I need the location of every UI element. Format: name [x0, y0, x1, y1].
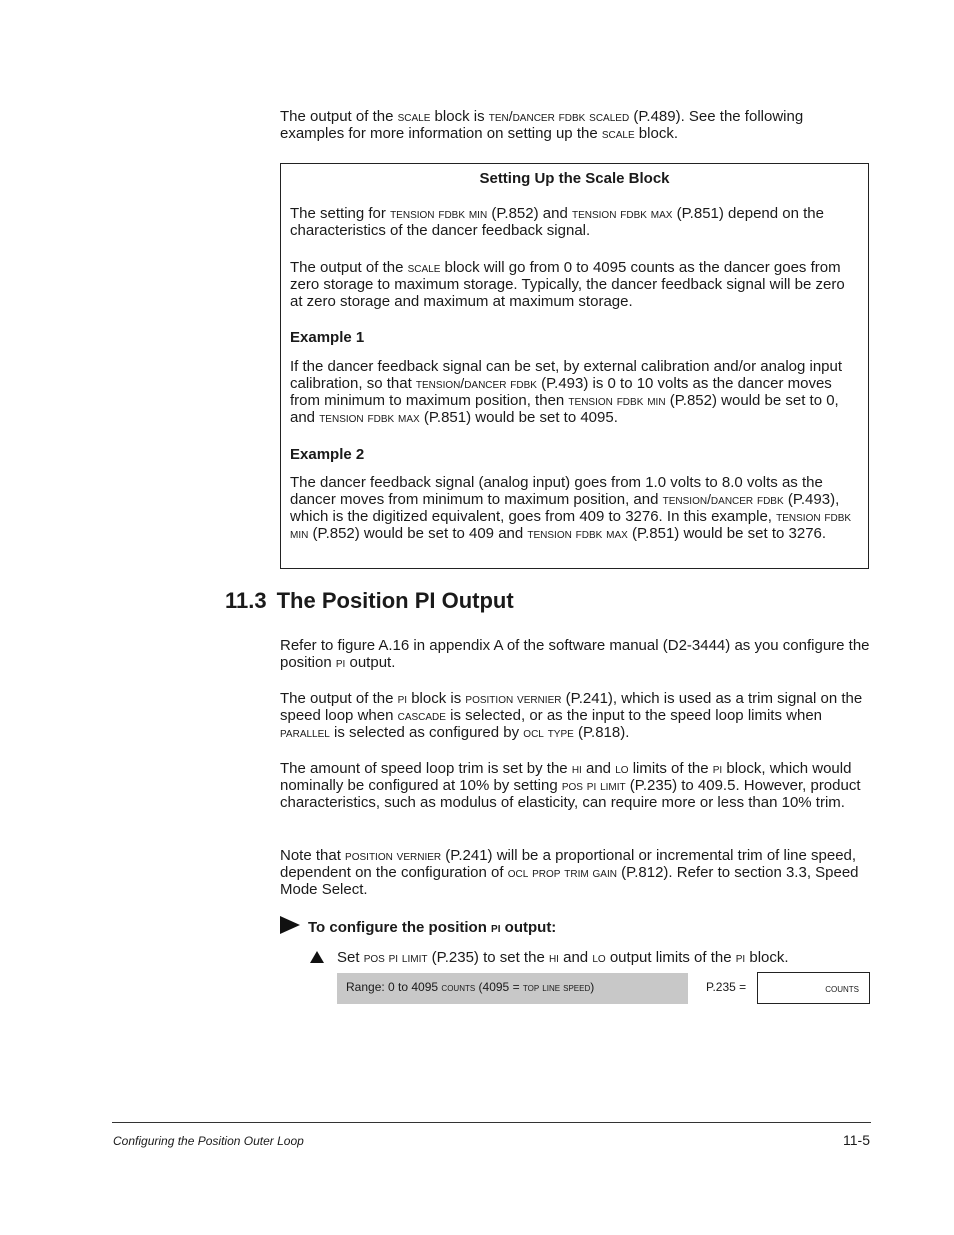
body-paragraph-1: Refer to figure A.16 in appendix A of the software manual (D2-3444) as you configure the position pi output.	[280, 637, 874, 671]
example-2-heading: Example 2	[290, 446, 365, 463]
example-1-text: If the dancer feedback signal can be set, by external calibration and/or analog input calibration, so that tension/dancer fdbk (P.493) is 0 to 10 volts as the dancer moves from minimum to maximum position, then tension fdbk min (P.852) would be set to 0, and tension fdbk max (P.851) would be set to 4095.	[290, 358, 843, 426]
procedure-title: To configure the position pi output:	[308, 919, 557, 936]
body-paragraph-3: The amount of speed loop trim is set by the hi and lo limits of the pi block, which would nominally be configured at 10% by setting pos pi limit (P.235) to 409.5. However, product characteristics, such as modulus of elasticity, can require more or less than 10% trim.	[280, 760, 865, 811]
body-paragraph-2: The output of the pi block is position vernier (P.241), which is used as a trim signal on the speed loop when cascade is selected, or as the input to the speed loop limits when parallel is selected as configured by ocl type (P.818).	[280, 690, 867, 741]
range-text: Range: 0 to 4095 counts (4095 = top line speed)	[346, 980, 595, 994]
footer-rule	[112, 1122, 871, 1123]
body-paragraph-4: Note that position vernier (P.241) will be a proportional or incremental trim of line speed, dependent on the configuration of ocl prop trim gain (P.812). Refer to section 3.3, Speed Mode Select.	[280, 847, 863, 898]
scale-block-sidebar	[280, 163, 869, 569]
intro-paragraph: The output of the scale block is ten/dancer fdbk scaled (P.489). See the following examples for more information on setting up the scale block.	[280, 108, 808, 142]
parameter-range-box	[337, 973, 688, 1004]
section-heading	[225, 588, 514, 614]
example-1-heading: Example 1	[290, 329, 365, 346]
procedure-step-1: Set pos pi limit (P.235) to set the hi and lo output limits of the pi block.	[337, 949, 789, 966]
step-triangle-icon	[310, 951, 324, 963]
example-2-text: The dancer feedback signal (analog input) goes from 1.0 volts to 8.0 volts as the dancer moves from minimum to maximum position, and tension/dancer fdbk (P.493), which is the digitized equivalent, goes from 409 to 3276. In this example, tension fdbk min (P.852) would be set to 409 and tension fdbk max (P.851) would be set to 3276.	[290, 474, 852, 542]
footer-chapter-title: Configuring the Position Outer Loop	[113, 1134, 304, 1148]
footer-page-number: 11-5	[843, 1132, 870, 1148]
procedure-arrow-icon	[280, 916, 300, 934]
section-title: The Position PI Output	[276, 588, 514, 613]
parameter-value-field[interactable]	[757, 972, 870, 1004]
sidebar-paragraph-2: The output of the scale block will go from 0 to 4095 counts as the dancer goes from zero storage to maximum storage. Typically, the dancer feedback signal will be zero at zero storage and maximum at maximum storage.	[290, 259, 845, 310]
sidebar-title: Setting Up the Scale Block	[479, 170, 670, 187]
section-number: 11.3	[225, 588, 267, 613]
parameter-units: counts	[825, 981, 859, 995]
sidebar-paragraph-1: The setting for tension fdbk min (P.852) and tension fdbk max (P.851) depend on the characteristics of the dancer feedback signal.	[290, 205, 824, 239]
parameter-label: P.235 =	[706, 980, 747, 994]
